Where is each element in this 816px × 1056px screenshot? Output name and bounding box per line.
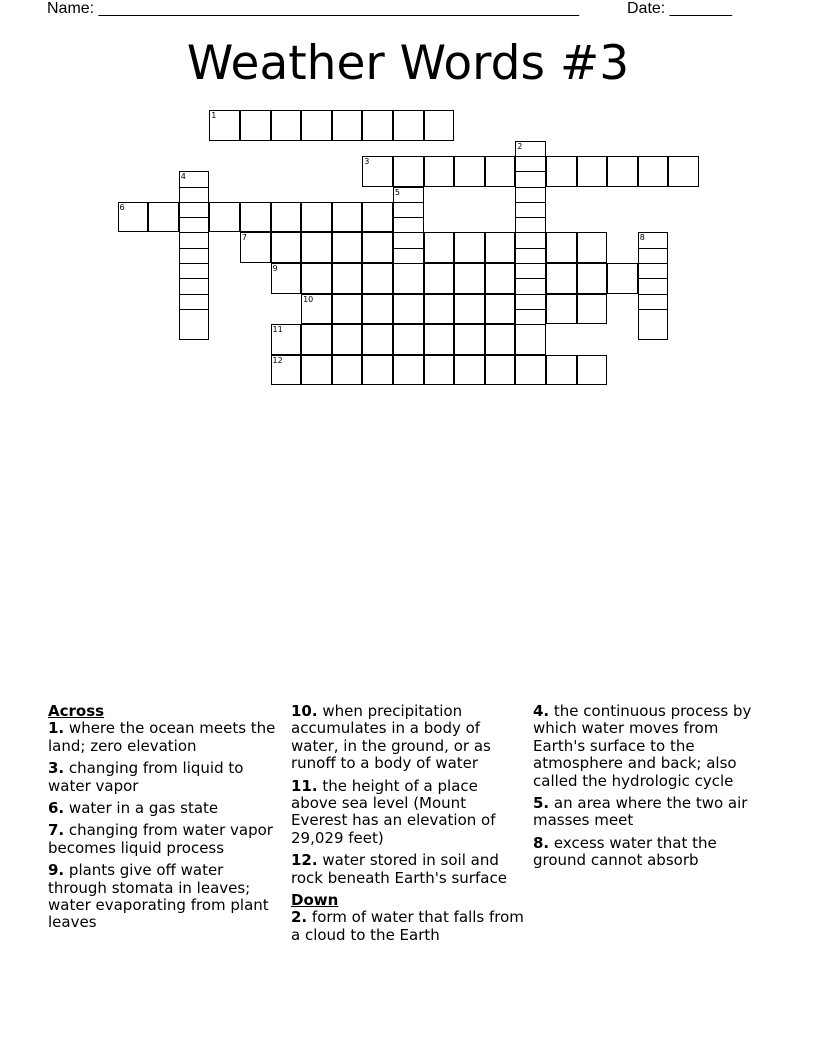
grid-cell[interactable] <box>240 110 271 141</box>
grid-cell[interactable] <box>424 355 455 386</box>
grid-cell[interactable] <box>179 309 210 340</box>
grid-cell[interactable] <box>454 324 485 355</box>
grid-cell[interactable] <box>424 324 455 355</box>
grid-cell[interactable] <box>271 355 302 386</box>
clue-across-6: 6. water in a gas state <box>48 799 219 818</box>
date-field[interactable]: Date: _______ <box>627 0 732 17</box>
page-title: Weather Words #3 <box>186 36 630 91</box>
grid-cell[interactable] <box>362 110 393 141</box>
clue-number-label: 4 <box>180 172 186 182</box>
grid-cell[interactable] <box>454 156 485 187</box>
clue-down-5: 5. an area where the two air masses meet <box>533 794 748 830</box>
grid-cell[interactable] <box>607 156 638 187</box>
clue-number-label: 1 <box>211 111 217 120</box>
grid-cell[interactable] <box>301 232 332 263</box>
clue-number-label: 7 <box>241 233 247 243</box>
grid-cell[interactable] <box>362 156 393 187</box>
grid-cell[interactable] <box>301 324 332 355</box>
grid-cell[interactable] <box>424 110 455 141</box>
clue-down-8: 8. excess water that the ground cannot absorb <box>533 833 717 870</box>
grid-cell[interactable] <box>393 263 424 294</box>
grid-cell[interactable] <box>240 202 271 233</box>
clue-down-2: 2. form of water that falls from a cloud to the Earth <box>291 908 524 944</box>
clue-column-2 <box>291 703 527 949</box>
grid-cell[interactable] <box>362 263 393 294</box>
grid-cell[interactable] <box>515 355 546 386</box>
grid-cell[interactable] <box>393 156 424 187</box>
grid-cell[interactable] <box>424 263 455 294</box>
grid-cell[interactable] <box>454 232 485 263</box>
grid-cell[interactable] <box>485 294 516 325</box>
clue-number-label: 8 <box>639 233 645 243</box>
grid-cell[interactable] <box>332 232 363 263</box>
grid-cell[interactable] <box>577 294 608 325</box>
grid-cell[interactable] <box>301 294 332 325</box>
clue-column-3 <box>533 703 769 875</box>
grid-cell[interactable] <box>332 355 363 386</box>
grid-cell[interactable] <box>362 324 393 355</box>
clue-down-4: 4. the continuous process by which water moves from Earth's surface to the atmosphere and back; also called the hydrologic cycle <box>533 702 752 790</box>
grid-cell[interactable] <box>240 232 271 263</box>
grid-cell[interactable] <box>271 202 302 233</box>
grid-cell[interactable] <box>577 355 608 386</box>
clue-across-10: 10. when precipitation accumulates in a body of water, in the ground, or as runoff to a body of water <box>291 702 491 773</box>
grid-cell[interactable] <box>485 156 516 187</box>
grid-cell[interactable] <box>485 324 516 355</box>
grid-cell[interactable] <box>209 202 240 233</box>
across-heading: Across <box>48 702 105 720</box>
grid-cell[interactable] <box>546 232 577 263</box>
clue-across-11: 11. the height of a place above sea level (Mount Everest has an elevation of 29,029 feet) <box>291 776 496 847</box>
grid-cell[interactable] <box>301 355 332 386</box>
clue-across-9: 9. plants give off water through stomata in leaves; water evaporating from plant leaves <box>48 861 269 932</box>
grid-cell[interactable] <box>393 110 424 141</box>
grid-cell[interactable] <box>271 263 302 294</box>
clue-number-label: 5 <box>394 187 400 197</box>
clue-number-label: 11 <box>272 325 283 335</box>
grid-cell[interactable] <box>607 263 638 294</box>
grid-cell[interactable] <box>546 355 577 386</box>
grid-cell[interactable] <box>454 355 485 386</box>
clue-across-1: 1. where the ocean meets the land; zero elevation <box>48 719 276 755</box>
grid-cell[interactable] <box>638 156 669 187</box>
grid-cell[interactable] <box>577 156 608 187</box>
grid-cell[interactable] <box>454 294 485 325</box>
grid-cell[interactable] <box>209 110 240 141</box>
grid-cell[interactable] <box>577 263 608 294</box>
grid-cell[interactable] <box>485 263 516 294</box>
grid-cell[interactable] <box>577 232 608 263</box>
grid-cell[interactable] <box>332 324 363 355</box>
grid-cell[interactable] <box>362 202 393 233</box>
grid-cell[interactable] <box>148 202 179 233</box>
grid-cell[interactable] <box>546 263 577 294</box>
name-field[interactable]: Name: ______________________________________________________ <box>47 0 580 17</box>
clue-number-label: 12 <box>272 355 283 365</box>
down-heading: Down <box>291 891 339 910</box>
clue-column-1 <box>48 703 284 937</box>
grid-cell[interactable] <box>301 263 332 294</box>
clue-across-3: 3. changing from liquid to water vapor <box>48 759 244 795</box>
clue-number-label: 9 <box>272 264 278 273</box>
grid-cell[interactable] <box>638 309 669 340</box>
grid-cell[interactable] <box>546 294 577 325</box>
grid-cell[interactable] <box>301 110 332 141</box>
grid-cell[interactable] <box>515 324 546 355</box>
grid-cell[interactable] <box>362 294 393 325</box>
clue-number-label: 2 <box>517 141 523 151</box>
grid-cell[interactable] <box>271 232 302 263</box>
grid-cell[interactable] <box>332 202 363 233</box>
clue-across-7: 7. changing from water vapor becomes liquid process <box>48 821 273 857</box>
grid-cell[interactable] <box>393 355 424 386</box>
grid-cell[interactable] <box>393 294 424 325</box>
grid-cell[interactable] <box>454 263 485 294</box>
clue-number-label: 10 <box>303 294 314 304</box>
clue-number-label: 3 <box>364 156 370 166</box>
grid-cell[interactable] <box>362 232 393 263</box>
clue-across-12: 12. water stored in soil and rock beneath Earth's surface <box>291 851 507 887</box>
grid-cell[interactable] <box>271 110 302 141</box>
grid-cell[interactable] <box>668 156 699 187</box>
grid-cell[interactable] <box>424 294 455 325</box>
grid-cell[interactable] <box>485 355 516 386</box>
grid-cell[interactable] <box>301 202 332 233</box>
grid-cell[interactable] <box>424 156 455 187</box>
grid-cell[interactable] <box>332 110 363 141</box>
grid-cell[interactable] <box>271 324 302 355</box>
grid-cell[interactable] <box>485 232 516 263</box>
grid-cell[interactable] <box>332 263 363 294</box>
clue-number-label: 6 <box>119 202 125 212</box>
grid-cell[interactable] <box>546 156 577 187</box>
grid-cell[interactable] <box>393 324 424 355</box>
grid-cell[interactable] <box>362 355 393 386</box>
grid-cell[interactable] <box>118 202 149 233</box>
grid-cell[interactable] <box>424 232 455 263</box>
grid-cell[interactable] <box>332 294 363 325</box>
